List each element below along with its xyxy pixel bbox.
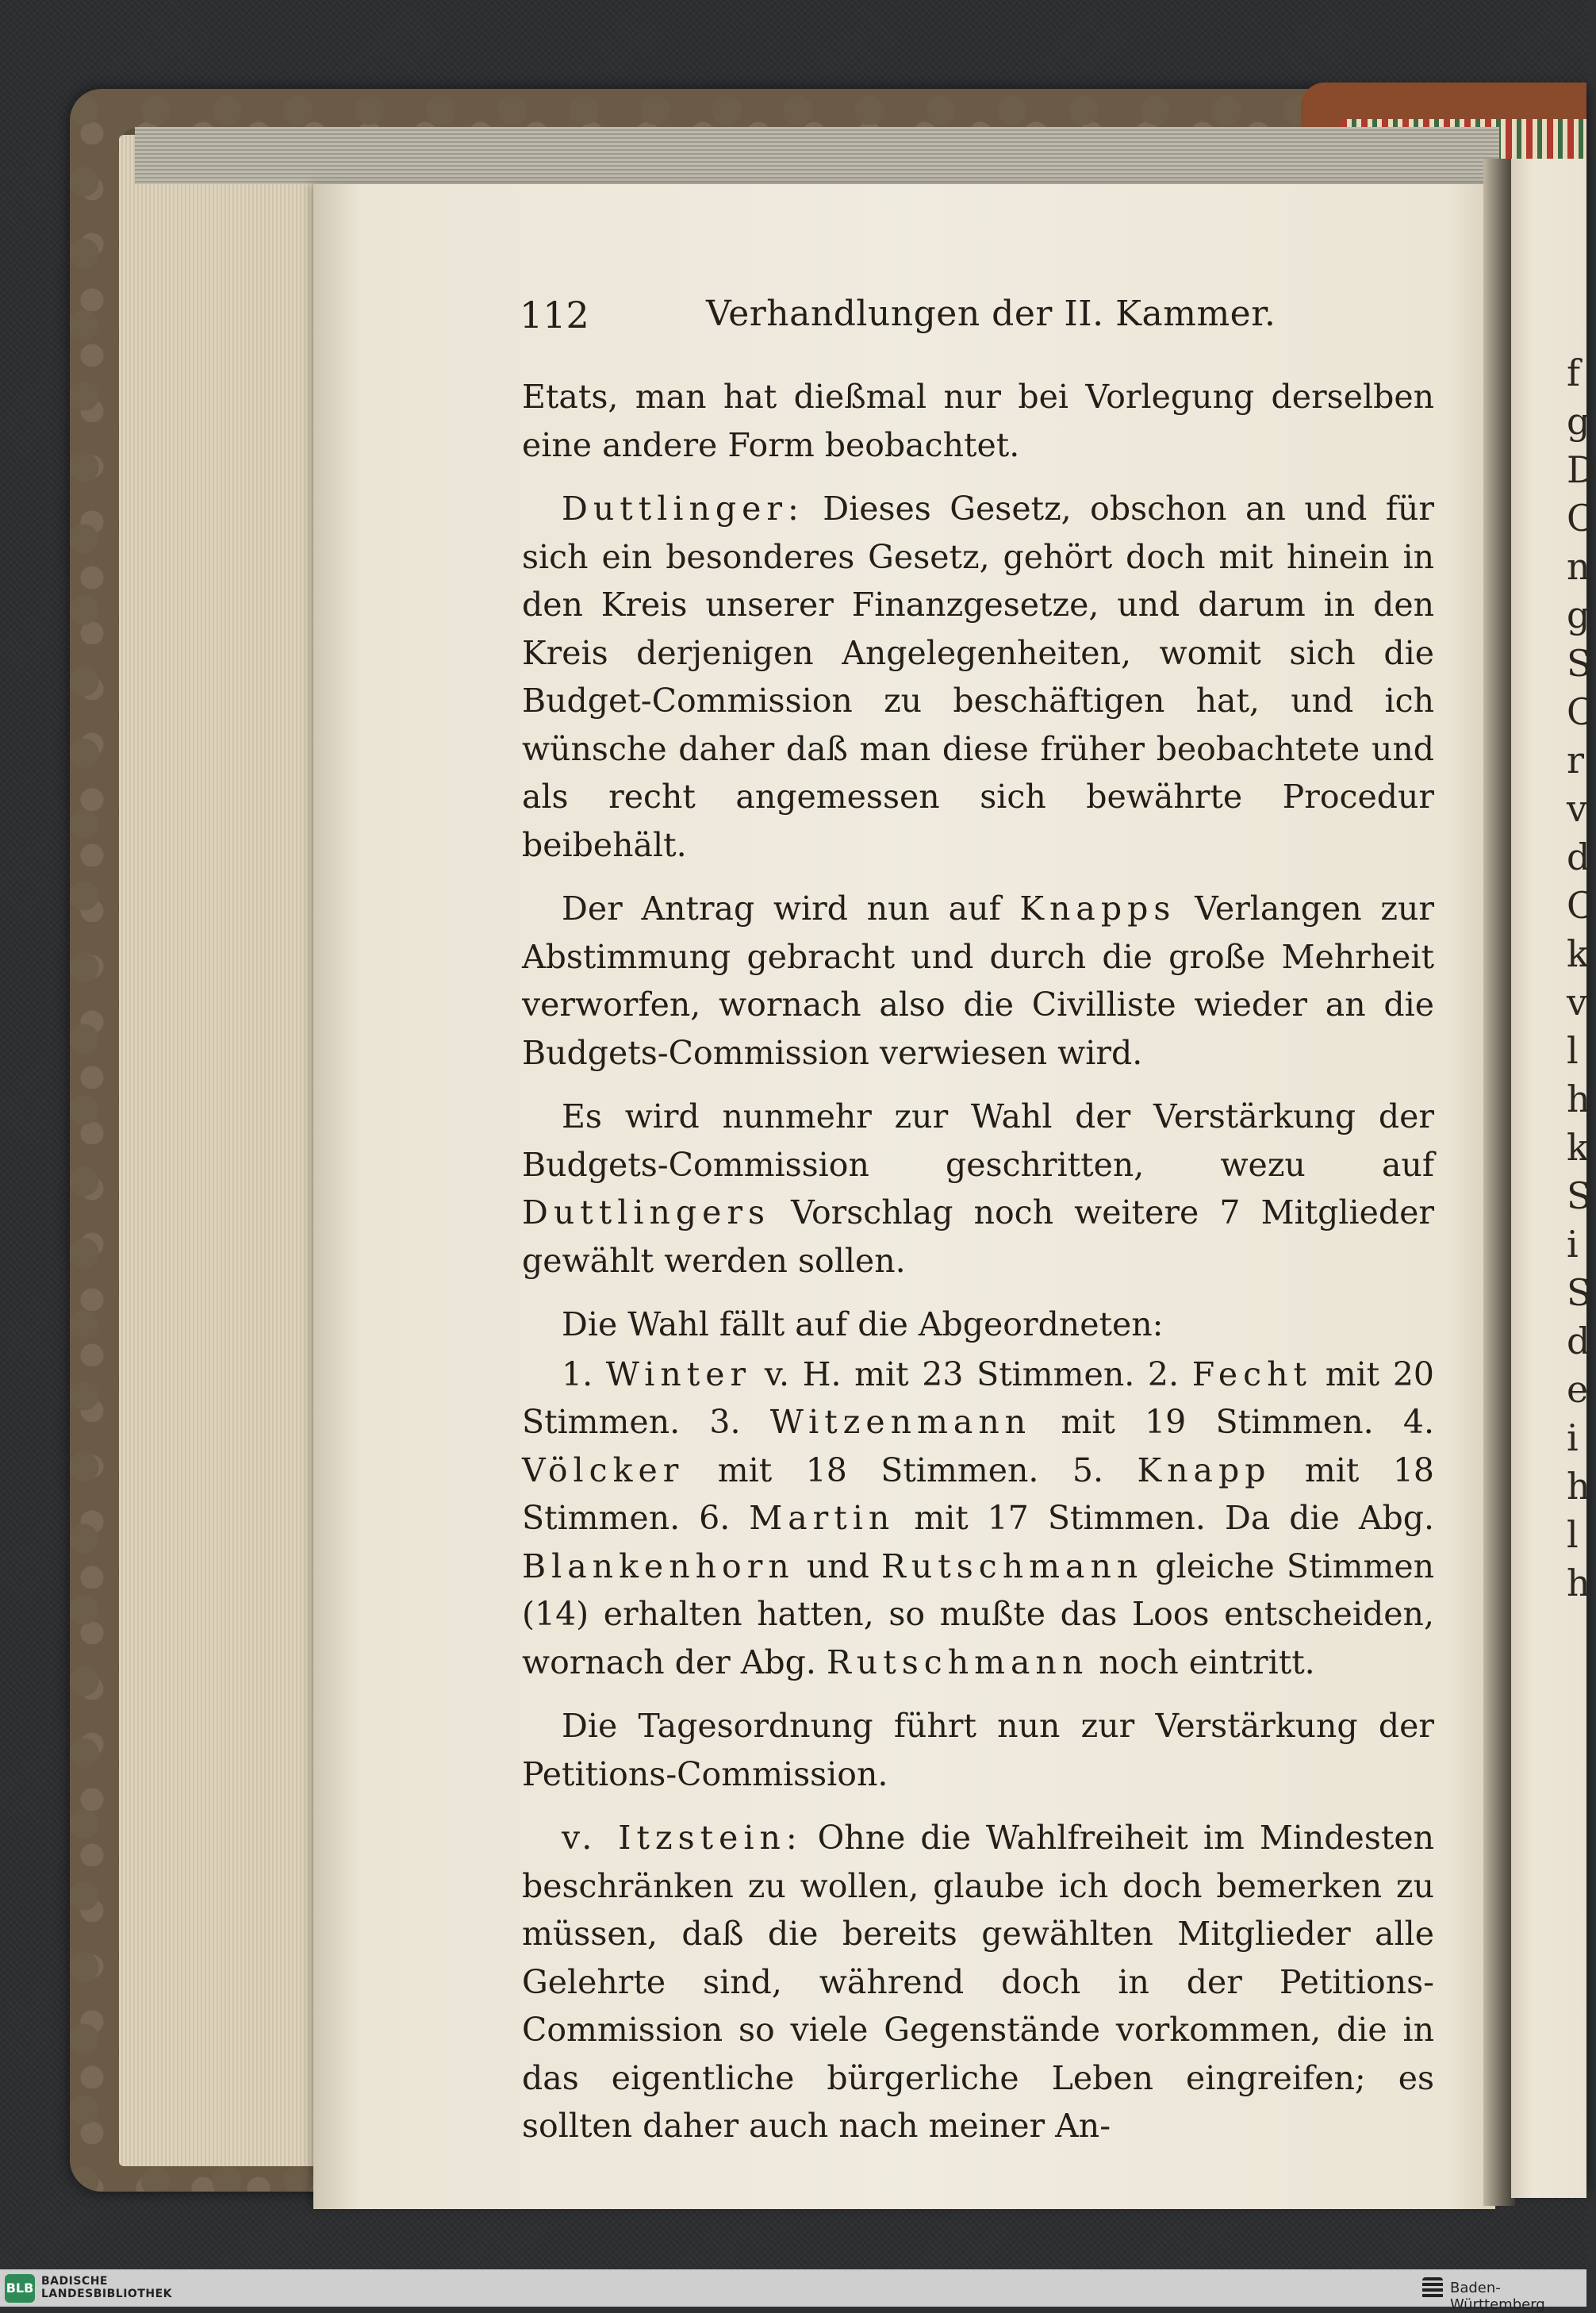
paragraph-7-text: Die Tagesordnung führt nun zur Verstärkung der Petitions-Commission. — [522, 1707, 1434, 1793]
running-head-title: Verhandlungen der II. Kammer. — [706, 294, 1276, 334]
paragraph-1-text: Etats, man hat dießmal nur bei Vorlegung derselben eine andere Form beobachtet. — [522, 378, 1434, 464]
facing-page-glyph: r — [1567, 739, 1584, 782]
facing-page-glyph: f — [1567, 352, 1581, 394]
person-name: Rutschmann — [826, 1643, 1089, 1681]
person-name: Martin — [749, 1499, 896, 1537]
page-number: 112 — [520, 294, 589, 336]
library-name[interactable] — [41, 2275, 172, 2300]
facing-page-glyph: h — [1567, 1465, 1590, 1508]
facing-page-glyph: C — [1567, 884, 1595, 927]
person-name: Witzenmann — [769, 1403, 1032, 1441]
paragraph-2-text: Dieses Gesetz, obschon an und für sich ein besonderes Gesetz, gehört doch mit hinein in den Kreis unserer Finanzgesetze, und darum in den Kreis derjenigen Angelegenheiten, womit sich die Budget-Commission zu beschäftigen hat, und ich wünsche daher daß man diese früher beobachtete und als recht angemessen sich bewährte Procedur beibehält. — [522, 490, 1434, 864]
running-head — [520, 287, 1432, 343]
paragraph-6-text: mit 20 Stimmen. 3. — [522, 1354, 1434, 1441]
paragraph-1 — [522, 373, 1434, 469]
facing-page-glyph: g — [1567, 594, 1590, 636]
facing-page-line-starts — [1567, 349, 1596, 1936]
paragraph-5 — [522, 1301, 1434, 1349]
book-gutter — [1483, 159, 1515, 2206]
facing-page-glyph: h — [1567, 1078, 1590, 1120]
paragraph-6 — [522, 1351, 1434, 1687]
facing-page-glyph: h — [1567, 1562, 1590, 1604]
library-name-line-1: BADISCHE — [41, 2275, 108, 2288]
paragraph-8 — [522, 1814, 1434, 2150]
facing-page-glyph: v — [1567, 981, 1587, 1024]
facing-page-glyph: n — [1567, 545, 1590, 588]
facing-page-glyph: d — [1567, 1320, 1590, 1362]
facing-page-glyph: S — [1567, 1271, 1592, 1314]
facing-page-glyph: S — [1567, 1174, 1592, 1217]
paragraph-6-text: v. H. mit 23 Stimmen. 2. — [751, 1354, 1192, 1393]
person-name: Winter — [605, 1354, 752, 1393]
library-name-line-2: LANDESBIBLIOTHEK — [41, 2288, 173, 2300]
paragraph-3-text: Verlangen zur Abstimmung gebracht und durch die große Mehrheit verworfen, wornach also die Civilliste wieder an die Budgets-Commission verwiesen wird. — [522, 889, 1434, 1072]
facing-page-glyph: k — [1567, 932, 1589, 975]
paragraph-4-text: Es wird nunmehr zur Wahl der Verstärkung der Budgets-Commission geschritten, wezu auf — [522, 1097, 1434, 1184]
person-name: Fecht — [1191, 1354, 1313, 1393]
paragraph-6-text: mit 18 Stimmen. 5. — [684, 1450, 1138, 1489]
speaker-name: v. Itzstein: — [562, 1819, 803, 1857]
facing-page-glyph: D — [1567, 448, 1596, 491]
paragraph-3-text: Der Antrag wird nun auf — [562, 889, 1020, 928]
paragraph-3 — [522, 885, 1434, 1077]
facing-page-glyph: e — [1567, 1368, 1589, 1411]
paragraph-6-text: 1. — [562, 1354, 606, 1393]
body-text — [522, 373, 1435, 2145]
state-name[interactable]: Baden-Württemberg — [1450, 2280, 1545, 2313]
person-name: Knapp — [1137, 1450, 1272, 1489]
facing-page-glyph: k — [1567, 1126, 1589, 1169]
paragraph-8-text: Ohne die Wahlfreiheit im Mindesten beschränken zu wollen, glaube ich doch bemerken zu müssen, daß die bereits gewählten Mitglieder alle Gelehrte sind, während doch in der Petitions-Commission so viele Gegenstände vorkommen, die in das eigentliche bürgerliche Leben eingreifen; es sollten daher auch nach meiner An- — [522, 1819, 1435, 2145]
paragraph-4-text: Vorschlag noch weitere 7 Mitglieder gewählt werden sollen. — [522, 1193, 1434, 1280]
facing-page-glyph: l — [1567, 1029, 1579, 1072]
speaker-name: Duttlinger: — [562, 490, 804, 528]
paragraph-6-text: mit 19 Stimmen. 4. — [1031, 1403, 1434, 1441]
person-name: Duttlingers — [522, 1193, 771, 1231]
paragraph-6-text: und — [794, 1546, 881, 1585]
person-name: Knapps — [1019, 889, 1176, 928]
paragraph-4 — [522, 1093, 1434, 1285]
paragraph-7 — [522, 1702, 1434, 1798]
paragraph-5-text: Die Wahl fällt auf die Abgeordneten: — [562, 1305, 1164, 1343]
facing-page-glyph: i — [1567, 1416, 1579, 1459]
paragraph-2 — [522, 485, 1434, 869]
facing-page-glyph: i — [1567, 1223, 1579, 1266]
facing-page-glyph: C — [1567, 497, 1595, 540]
person-name: Rutschmann — [881, 1546, 1144, 1585]
state-coat-of-arms-icon — [1422, 2277, 1443, 2300]
person-name: Blankenhorn — [522, 1546, 795, 1585]
paragraph-6-text: noch eintritt. — [1088, 1643, 1315, 1681]
facing-page-glyph: l — [1567, 1513, 1579, 1556]
facing-page-glyph: g — [1567, 400, 1590, 443]
paragraph-6-text: mit 18 Stimmen. 6. — [522, 1450, 1434, 1537]
facing-page-glyph: d — [1567, 836, 1590, 878]
page-top-edge — [135, 127, 1499, 184]
person-name: Völcker — [522, 1450, 685, 1489]
blb-logo-icon[interactable]: BLB — [5, 2274, 35, 2303]
paragraph-6-text: gleiche Stimmen (14) erhalten hatten, so mußte das Loos entscheiden, wornach der Abg. — [522, 1546, 1434, 1681]
facing-page-glyph: v — [1567, 787, 1587, 830]
facing-page-glyph: C — [1567, 690, 1595, 733]
facing-page-glyph: S — [1567, 642, 1592, 685]
paragraph-6-text: mit 17 Stimmen. Da die Abg. — [895, 1499, 1434, 1537]
viewer-footer-bar — [0, 2269, 1586, 2313]
